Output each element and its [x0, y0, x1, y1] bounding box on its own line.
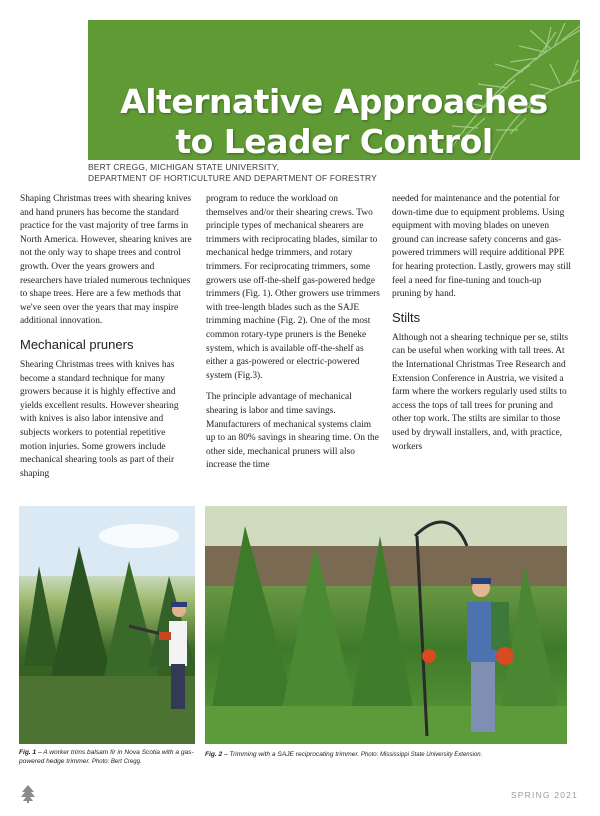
mechanical-paragraph-3: The principle advantage of mechanical shearing is labor and time savings. Manufacturers of mechanical systems claim up to an 80% savings in shearing time. On the other side, mechanical pruners will also increase the time	[206, 392, 379, 471]
figure-2-credit: Photo: Mississippi State University Extension.	[359, 752, 483, 758]
byline	[88, 162, 568, 184]
byline-department: DEPARTMENT OF HORTICULTURE AND DEPARTMENT OF FORESTRY	[88, 173, 377, 183]
figure-2-illustration	[205, 506, 567, 744]
byline-author: BERT CREGG, MICHIGAN STATE UNIVERSITY,	[88, 162, 280, 172]
title-line-2: to Leader Control	[175, 122, 493, 160]
mechanical-paragraph-2: program to reduce the workload on themselves and/or their shearing crews. Two principle types of mechanical shearers are trimmers with reciprocating blades, similar to mechanical hedge trimmers, and rotary trimmers. For reciprocating trimmers, some growers use off-the-shelf gas-powered hedge trimmers (Fig. 1). Other growers use trimmers with tree-length blades such as the SAJE trimming machine (Fig. 2). One of the most common rotary-type pruners is the Beneke system, which is available off-the-shelf as either a gas-powered or electric-powered system (Fig.3).	[206, 194, 380, 381]
issue-label: SPRING 2021	[510, 790, 578, 800]
figure-2-photo	[205, 506, 567, 744]
title-banner	[88, 20, 580, 160]
figure-1-label: Fig. 1	[19, 749, 37, 756]
mechanical-paragraph-1: Shearing Christmas trees with knives has become a standard technique for many growers because it is highly effective and yields excellent results. However shearing with knives is also labor intensive and subjects workers to potential repetitive motion injuries. Some growers include mechanical shearing tools as part of their shaping	[20, 359, 179, 479]
figure-2-label: Fig. 2	[205, 751, 223, 758]
article-column-3	[392, 193, 572, 462]
figure-1-photo	[19, 506, 195, 744]
figure-1-illustration	[19, 506, 195, 744]
stilts-paragraph: Although not a shearing technique per se, stilts can be useful when working with tall trees. At the International Christmas Tree Research and Extension Conference in Austria, we visited a farm where the workers regularly used stilts to access the tops of tall trees for pruning and other top work. The stilts are similar to those used by drywall installers, and, with practice, workers	[392, 332, 569, 452]
mechanical-paragraph-4: needed for maintenance and the potential for down-time due to equipment problems. Using equipment with moving blades on uneven ground can increase safety concerns and gas-powered trimmers will require additional PPE for hearing protection. Lastly, growers may still feel a need for fine-tuning and touch-up pruning by hand.	[392, 194, 572, 300]
heading-stilts: Stilts	[392, 309, 421, 325]
tree-icon	[21, 785, 35, 803]
figure-1-caption-text: – A worker trims balsam fir in Nova Scotia with a gas-powered hedge trimmer.	[19, 749, 194, 765]
article-title	[88, 82, 580, 160]
article-column-1	[20, 193, 192, 489]
article-column-2	[206, 193, 381, 481]
intro-paragraph: Shaping Christmas trees with shearing knives and hand pruners has become the standard practice for the vast majority of tree farms in North America. However, shearing knives are not the only way to shape trees and control growth. Over the years growers and researchers have trialed numerous techniques to shape trees. Here are a few methods that we've seen over the years that may inspire additional innovation.	[20, 194, 192, 327]
figure-1-caption	[19, 748, 197, 767]
figure-1-credit: Photo: Bert Cregg.	[90, 759, 142, 765]
title-line-1: Alternative Approaches	[120, 82, 548, 121]
heading-mechanical-pruners: Mechanical pruners	[20, 336, 134, 352]
figure-2-caption-text: – Trimming with a SAJE reciprocating trimmer.	[222, 751, 360, 758]
figure-2-caption	[205, 750, 567, 760]
